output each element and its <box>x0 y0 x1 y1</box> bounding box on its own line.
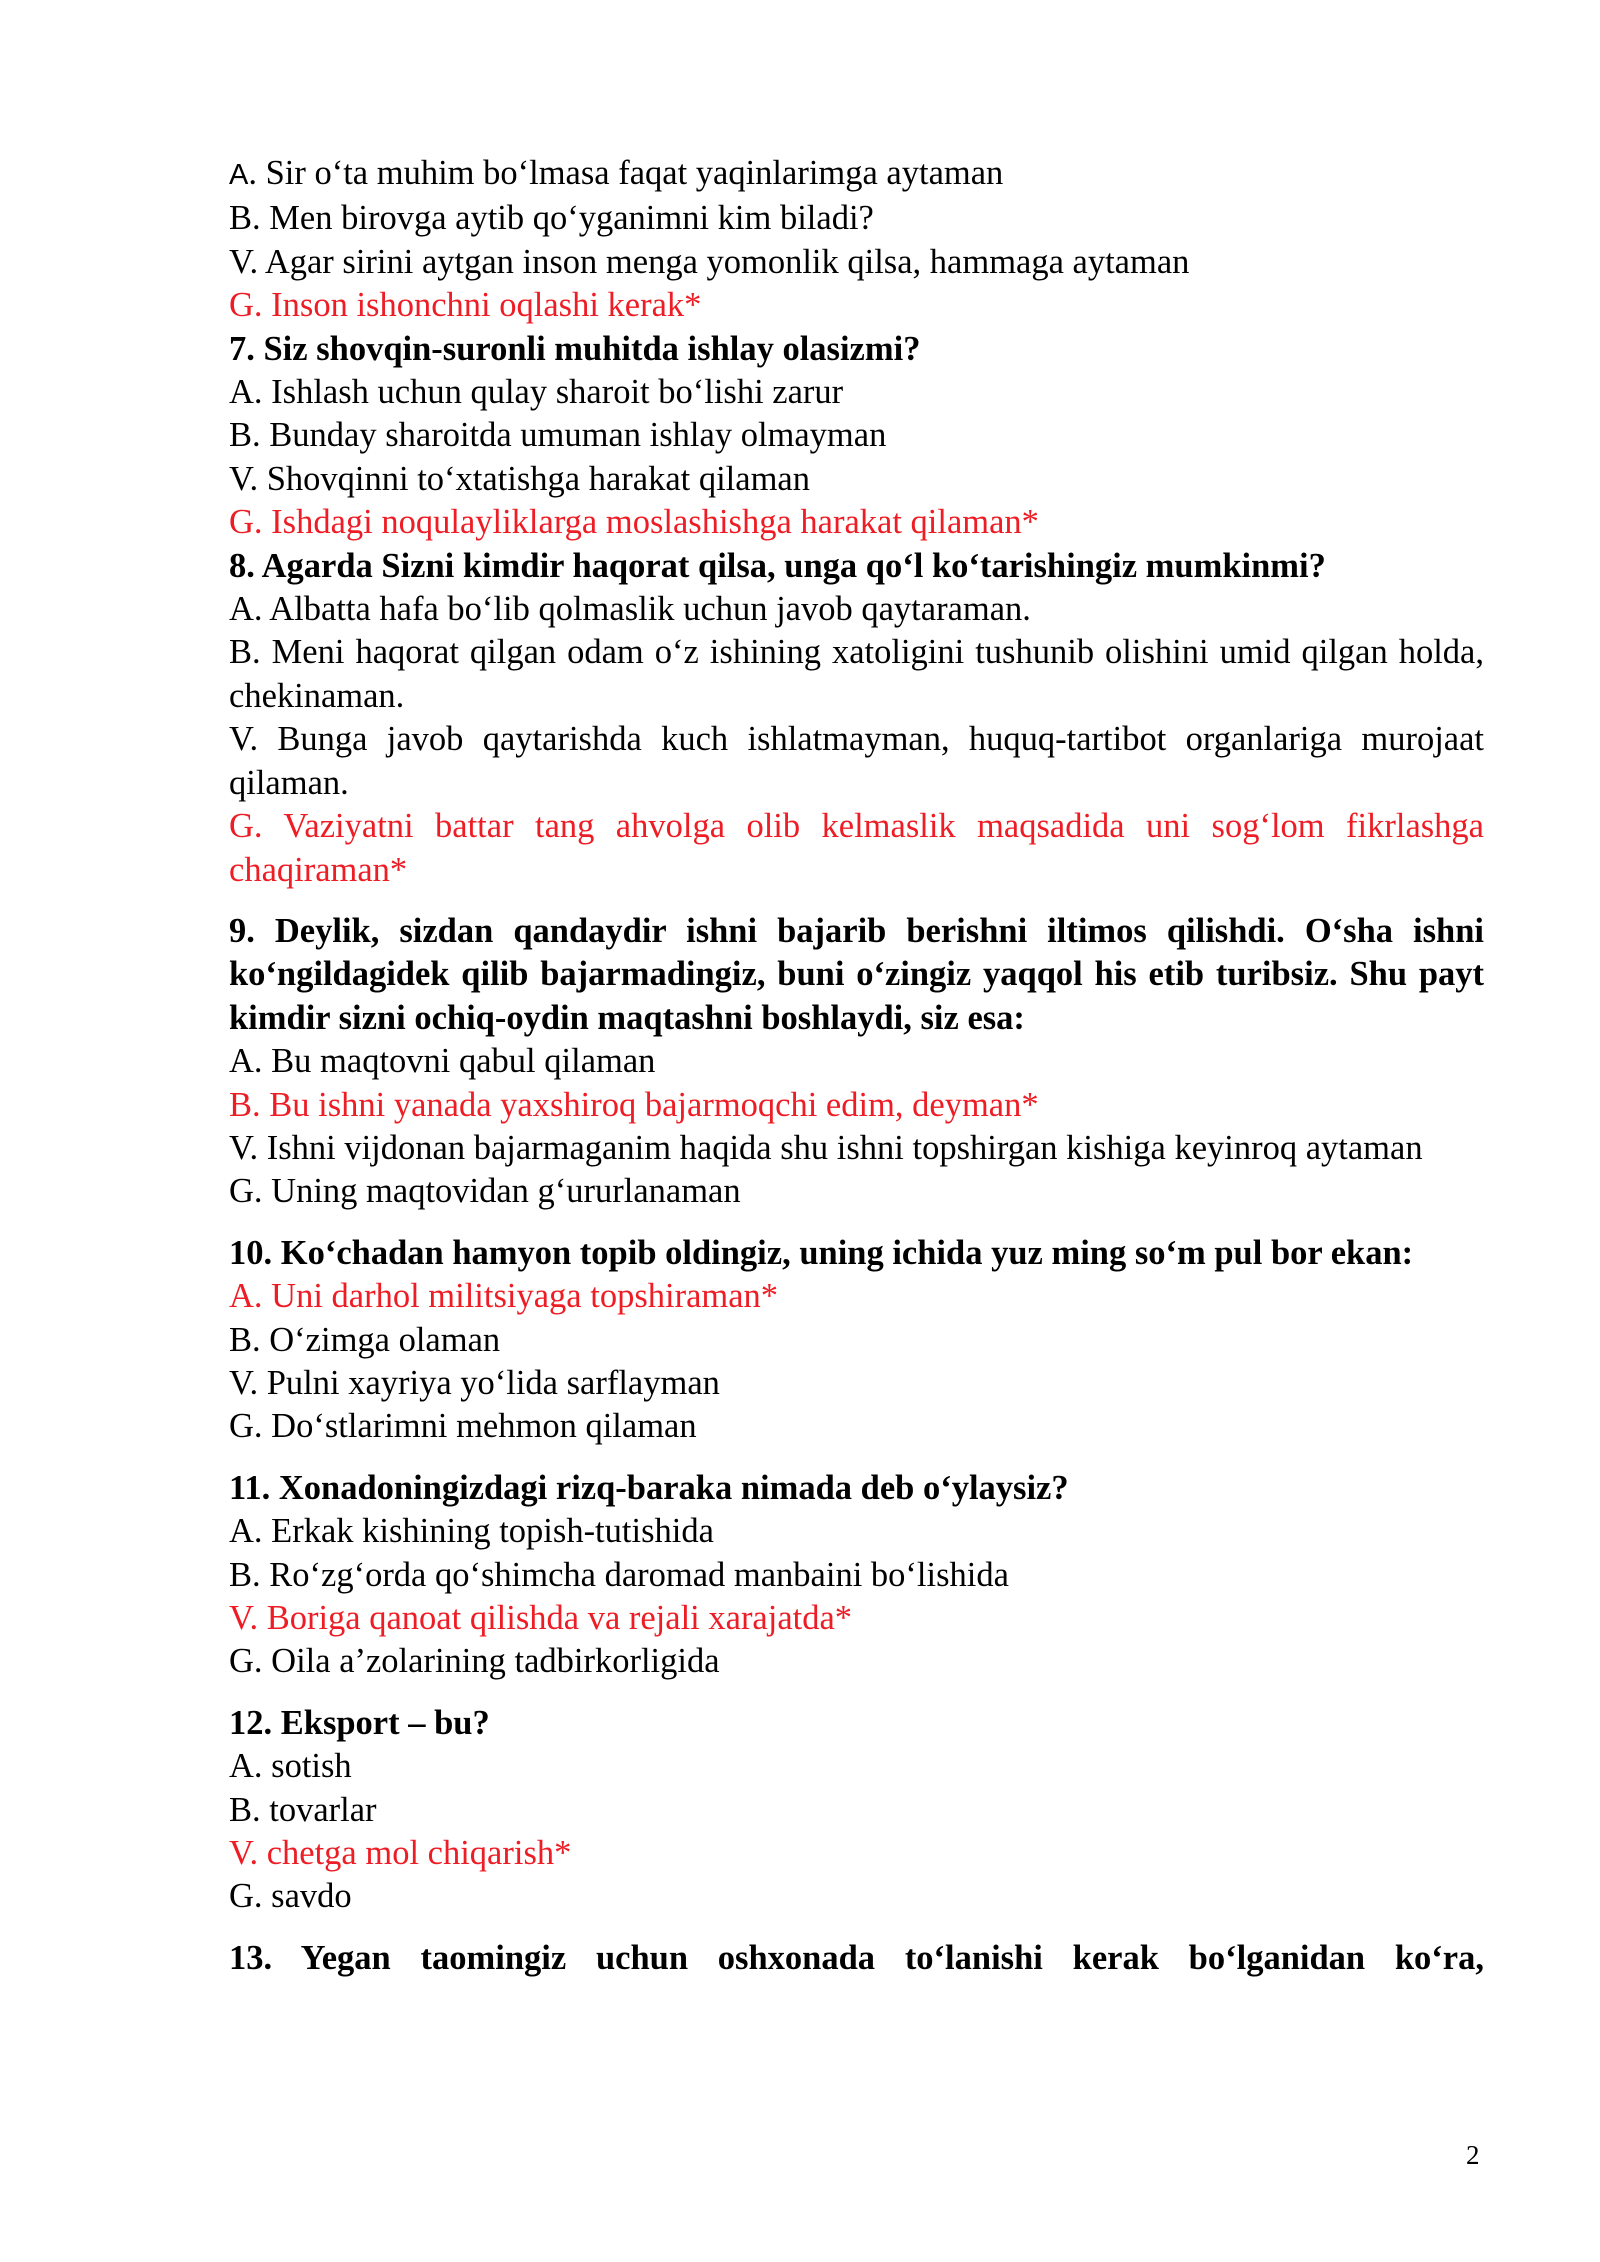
q12-question: 12. Eksport – bu? <box>229 1703 490 1742</box>
q9-question: 9. Deylik, sizdan qandaydir ishni bajarib berishni iltimos qilishdi. O‘sha ishni ko‘ngildagidek qilib bajarmadingiz, buni o‘zingiz yaqqol his etib turibsiz. Shu payt kimdir sizni ochiq-oydin maqtashni boshlaydi, siz esa: <box>229 911 1484 1037</box>
q10-option-v: V. Pulni xayriya yo‘lida sarflayman <box>229 1363 720 1402</box>
q7-option-a: A. Ishlash uchun qulay sharoit bo‘lishi zarur <box>229 373 844 412</box>
q11-option-b: B. Ro‘zg‘orda qo‘shimcha daromad manbaini bo‘lishida <box>229 1555 1009 1594</box>
q12-option-g: G. savdo <box>229 1877 352 1916</box>
q10-question: 10. Ko‘chadan hamyon topib oldingiz, uning ichida yuz ming so‘m pul bor ekan: <box>229 1233 1414 1272</box>
q9-option-b-correct: B. Bu ishni yanada yaxshiroq bajarmoqchi edim, deyman* <box>229 1085 1039 1124</box>
q10-option-b: B. O‘zimga olaman <box>229 1320 501 1359</box>
q9-option-v: V. Ishni vijdonan bajarmaganim haqida shu ishni topshirgan kishiga keyinroq aytaman <box>229 1128 1423 1167</box>
q7-option-v: V. Shovqinni to‘xtatishga harakat qilaman <box>229 459 810 498</box>
q8-option-a: A. Albatta hafa bo‘lib qolmaslik uchun javob qaytaraman. <box>229 590 1031 629</box>
q7-option-g-correct: G. Ishdagi noqulayliklarga moslashishga harakat qilaman* <box>229 503 1039 542</box>
q8-question: 8. Agarda Sizni kimdir haqorat qilsa, unga qo‘l ko‘tarishingiz mumkinmi? <box>229 546 1326 585</box>
q11-option-v-correct: V. Boriga qanoat qilishda va rejali xarajatda* <box>229 1599 853 1637</box>
q8-option-b: B. Meni haqorat qilgan odam o‘z ishining xatoligini tushunib olishini umid qilgan holda, chekinaman. <box>229 633 1484 715</box>
document-page <box>229 152 1484 1980</box>
q9-option-g: G. Uning maqtovidan g‘ururlanaman <box>229 1172 741 1211</box>
q10-option-g: G. Do‘stlarimni mehmon qilaman <box>229 1407 697 1446</box>
q12-option-b: B. tovarlar <box>229 1790 377 1829</box>
q9-option-a: A. Bu maqtovni qabul qilaman <box>229 1042 656 1081</box>
q11-question: 11. Xonadoningizdagi rizq-baraka nimada deb o‘ylaysiz? <box>229 1468 1069 1507</box>
q11-option-a: A. Erkak kishining topish-tutishida <box>229 1512 714 1551</box>
q12-option-v-correct: V. chetga mol chiqarish* <box>229 1834 572 1873</box>
q12-option-a: A. sotish <box>229 1747 352 1786</box>
page-number: 2 <box>1466 2140 1480 2170</box>
q6-option-a <box>229 152 1484 197</box>
q6-option-b: B. Men birovga aytib qo‘yganimni kim biladi? <box>229 199 874 238</box>
q11-option-g: G. Oila a’zolarining tadbirkorligida <box>229 1642 720 1681</box>
q8-option-v: V. Bunga javob qaytarishda kuch ishlatmayman, huquq-tartibot organlariga murojaat qilaman. <box>229 720 1484 802</box>
q13-question: 13. Yegan taomingiz uchun oshxonada to‘lanishi kerak bo‘lganidan ko‘ra, <box>229 1938 1484 1977</box>
q6-option-v: V. Agar sirini aytgan inson menga yomonlik qilsa, hammaga aytaman <box>229 242 1190 281</box>
q6-option-g-correct: G. Inson ishonchni oqlashi kerak* <box>229 286 702 325</box>
q7-option-b: B. Bunday sharoitda umuman ishlay olmayman <box>229 416 887 455</box>
q7-question: 7. Siz shovqin-suronli muhitda ishlay olasizmi? <box>229 329 921 368</box>
q8-option-g-correct: G. Vaziyatni battar tang ahvolga olib kelmaslik maqsadida uni sog‘lom fikrlashga chaqiraman* <box>229 807 1484 889</box>
q6-option-a-letter: A <box>229 159 249 191</box>
q10-option-a-correct: A. Uni darhol militsiyaga topshiraman* <box>229 1277 779 1316</box>
q6-option-a-text: . Sir o‘ta muhim bo‘lmasa faqat yaqinlarimga aytaman <box>248 154 1004 192</box>
